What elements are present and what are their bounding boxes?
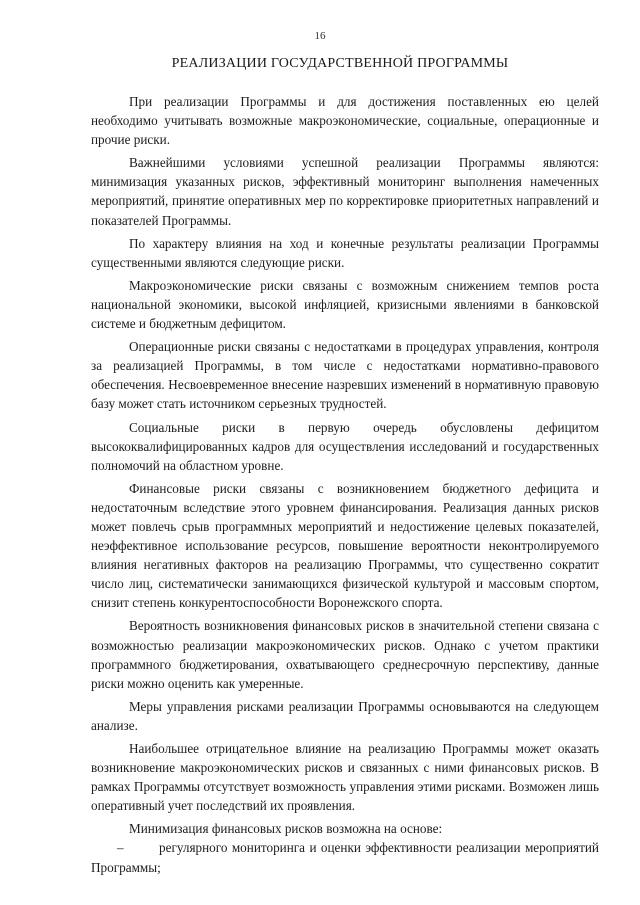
paragraph: Вероятность возникновения финансовых рисков в значительной степени связана с возможностью реализации макроэкономических рисков. Однако с учетом практики программного бюджетирования, охватывающего среднесрочную перспективу, данные риски можно оценить как умеренные. [91, 618, 599, 691]
paragraph: При реализации Программы и для достижения поставленных ею целей необходимо учитывать возможные макроэкономические, социальные, операционные и прочие риски. [91, 94, 599, 148]
paragraph: Важнейшими условиями успешной реализации Программы являются: минимизация указанных рисков, эффективный мониторинг выполнения намеченных мероприятий, принятие оперативных мер по корректировке приоритетных направлений и показателей Программы. [91, 155, 599, 228]
paragraph: Минимизация финансовых рисков возможна на основе: [129, 821, 443, 837]
page-number: 16 [314, 30, 326, 42]
document-body [91, 92, 599, 877]
list-item-text: регулярного мониторинга и оценки эффективности реализации мероприятий Программы; [91, 840, 599, 875]
paragraph: Финансовые риски связаны с возникновением бюджетного дефицита и недостаточным вследствие этого уровнем финансирования. Реализация данных рисков может повлечь срыв программных мероприятий и недостижение целевых показателей, неэффективное использование ресурсов, повышение вероятности неконтролируемого влияния негативных факторов на реализацию Программы, что существенно сократит число лиц, систематически занимающихся физической культурой и массовым спортом, снизит степень конкурентоспособности Воронежского спорта. [91, 480, 599, 611]
dash-marker: – [117, 840, 124, 856]
paragraph: Макроэкономические риски связаны с возможным снижением темпов роста национальной экономики, высокой инфляцией, кризисными явлениями в банковской системе и бюджетным дефицитом. [91, 277, 599, 332]
list-item [91, 838, 599, 876]
paragraph: Наибольшее отрицательное влияние на реализацию Программы может оказать возникновение макроэкономических рисков и связанных с ними финансовых рисков. В рамках Программы отсутствует возможность управления этими рисками. Возможен лишь оперативный учет последствий их проявления. [91, 741, 599, 814]
paragraph: Социальные риски в первую очередь обусловлены дефицитом высококвалифицированных кадров для осуществления исследований и государственных полномочий на областном уровне. [91, 419, 599, 473]
paragraph: Меры управления рисками реализации Программы основываются на следующем анализе. [91, 698, 599, 733]
paragraph: По характеру влияния на ход и конечные результаты реализации Программы существенными являются следующие риски. [91, 235, 599, 270]
section-title: РЕАЛИЗАЦИИ ГОСУДАРСТВЕННОЙ ПРОГРАММЫ [171, 56, 509, 71]
paragraph: Операционные риски связаны с недостатками в процедурах управления, контроля за реализацией Программы, в том числе с недостатками нормативно-правового обеспечения. Несвоевременное внесение назревших изменений в нормативную правовую базу может стать источником серьезных трудностей. [91, 339, 599, 412]
